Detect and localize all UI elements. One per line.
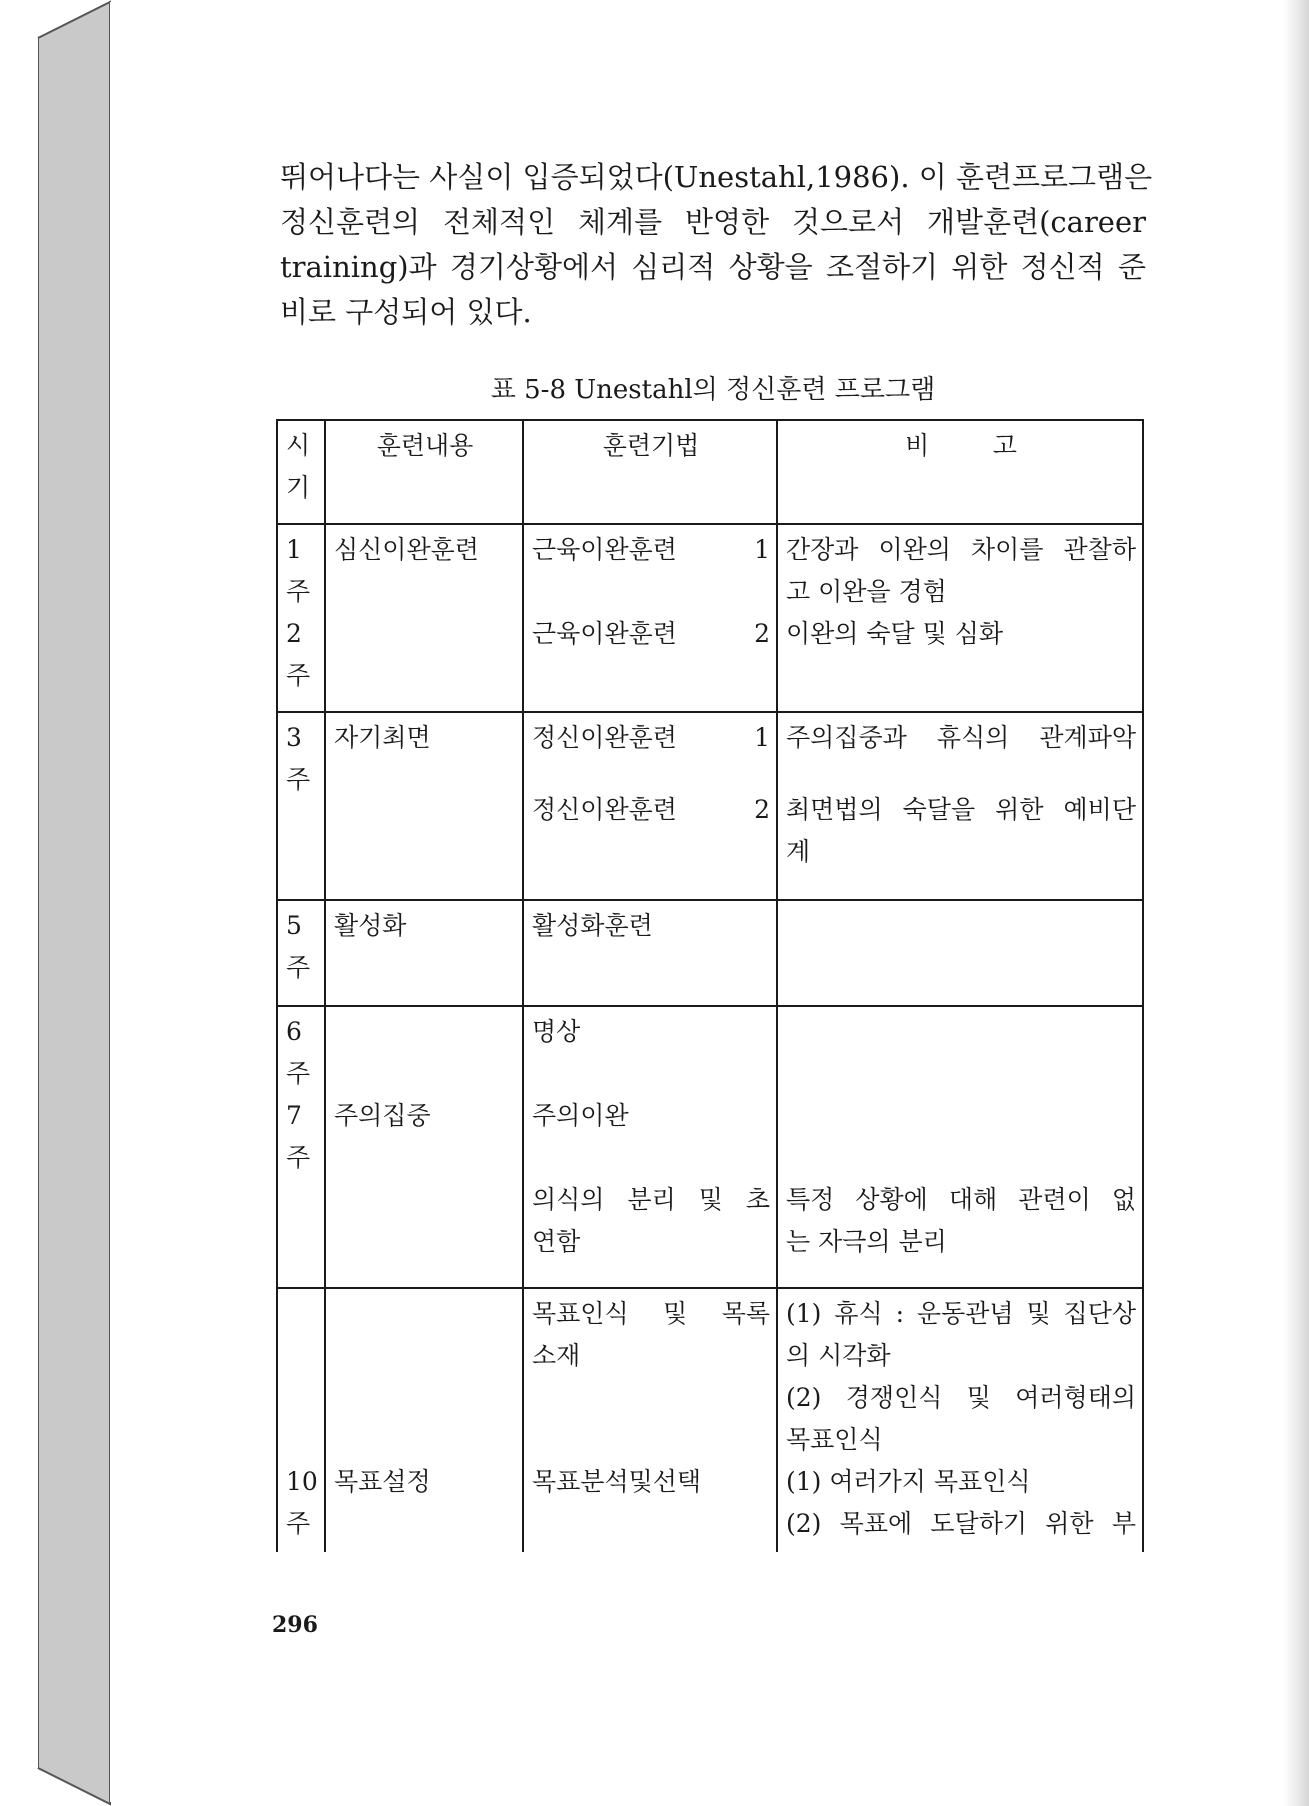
header-period: 시 기 (277, 420, 325, 524)
header-note: 비 고 (777, 420, 1143, 524)
technique-cell: 목표인식 및 목록 소재 목표분석및선택 (523, 1288, 777, 1552)
content-cell: 자기최면 (325, 712, 523, 900)
content-cell: 심신이완훈련 (325, 524, 523, 712)
note-cell (777, 900, 1143, 1006)
note-cell: 특정 상황에 대해 관련이 없 는 자극의 분리 (777, 1006, 1143, 1288)
note-cell: (1) 휴식 : 운동관념 및 집단상 의 시각화 (2) 경쟁인식 및 여러형태의 목표인식 (1) 여러가지 목표인식 (2) 목표에 도달하기 위한 부 (777, 1288, 1143, 1552)
body-line: training)과 경기상황에서 심리적 상황을 조절하기 위한 정신적 준 (280, 250, 1146, 284)
technique-cell: 명상 주의이완 의식의 분리 및 초 연함 (523, 1006, 777, 1288)
technique-cell: 근육이완훈련 1 근육이완훈련 2 (523, 524, 777, 712)
book-spine (0, 0, 112, 1806)
page-edge (1283, 0, 1309, 1806)
table-row (277, 712, 1143, 900)
period-cell: 1 주 2 주 (277, 524, 325, 712)
period-cell: 10 주 (277, 1288, 325, 1552)
period-cell: 3 주 (277, 712, 325, 900)
table-row (277, 1288, 1143, 1552)
table-header-row (277, 420, 1143, 524)
period-cell: 6 주 7 주 (277, 1006, 325, 1288)
body-line: 비로 구성되어 있다. (280, 295, 532, 329)
technique-cell: 활성화훈련 (523, 900, 777, 1006)
content-cell: 활성화 (325, 900, 523, 1006)
table-row (277, 1006, 1143, 1288)
training-program-table (276, 419, 1144, 1552)
table-row (277, 524, 1143, 712)
content-cell: 목표설정 (325, 1288, 523, 1552)
content-cell: 주의집중 (325, 1006, 523, 1288)
note-cell: 간장과 이완의 차이를 관찰하 고 이완을 경험 이완의 숙달 및 심화 (777, 524, 1143, 712)
body-line: 정신훈련의 전체적인 체계를 반영한 것으로서 개발훈련(career (280, 205, 1146, 239)
table-row (277, 900, 1143, 1006)
body-line: 뛰어나다는 사실이 입증되었다(Unestahl,1986). 이 훈련프로그램은 (280, 160, 1153, 194)
body-paragraph (280, 155, 1153, 335)
header-technique: 훈련기법 (523, 420, 777, 524)
technique-cell: 정신이완훈련 1 정신이완훈련 2 (523, 712, 777, 900)
period-cell: 5 주 (277, 900, 325, 1006)
page-number: 296 (272, 1612, 318, 1638)
header-content: 훈련내용 (325, 420, 523, 524)
table-caption: 표 5-8 Unestahl의 정신훈련 프로그램 (490, 375, 936, 405)
note-cell: 주의집중과 휴식의 관계파악 최면법의 숙달을 위한 예비단 계 (777, 712, 1143, 900)
